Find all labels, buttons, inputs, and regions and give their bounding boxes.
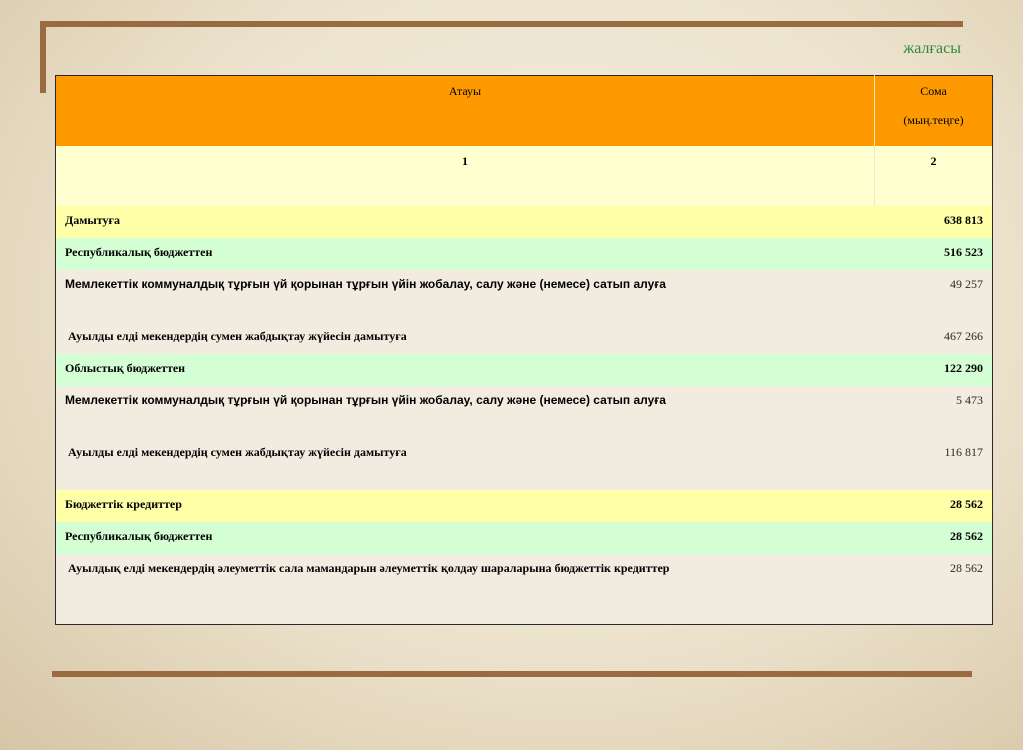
column-number-1: 1 [56, 146, 875, 206]
row-name: Облыстық бюджеттен [56, 354, 875, 386]
row-name: Республикалық бюджеттен [56, 522, 875, 554]
table-row [56, 554, 993, 625]
row-name [56, 554, 875, 625]
table-row [56, 438, 993, 490]
continued-label: жалғасы [903, 40, 961, 57]
column-number-row [56, 146, 993, 206]
row-value: 49 257 [875, 270, 993, 322]
frame-bottom-bar [52, 671, 972, 677]
table-row [56, 322, 993, 354]
frame-top-bar [40, 21, 963, 27]
row-name-text: Ауылды елді мекендердің сумен жабдықтау жүйесін дамытуға [68, 329, 407, 343]
budget-table [55, 75, 993, 625]
row-name: Дамытуға [56, 206, 875, 238]
row-name-text: Ауылдық елді мекендердің әлеуметтік сала мамандарын әлеуметтік қолдау шараларына бюджеттік кредиттер [68, 561, 670, 575]
row-value: 122 290 [875, 354, 993, 386]
row-name: Республикалық бюджеттен [56, 238, 875, 270]
row-value: 116 817 [875, 438, 993, 490]
header-amount [875, 76, 993, 147]
row-name: Мемлекеттік коммуналдық тұрғын үй қорынан тұрғын үйін жобалау, салу және (немесе) сатып алуға [56, 270, 875, 322]
header-name: Атауы [56, 76, 875, 147]
row-name [56, 322, 875, 354]
table-row [56, 386, 993, 438]
column-number-2: 2 [875, 146, 993, 206]
row-name: Мемлекеттік коммуналдық тұрғын үй қорынан тұрғын үйін жобалау, салу және (немесе) сатып алуға [56, 386, 875, 438]
table-row [56, 270, 993, 322]
row-name [56, 438, 875, 490]
row-value: 516 523 [875, 238, 993, 270]
frame-left-bar [40, 21, 46, 93]
row-value: 467 266 [875, 322, 993, 354]
row-value: 28 562 [875, 490, 993, 522]
row-value: 638 813 [875, 206, 993, 238]
row-value: 5 473 [875, 386, 993, 438]
row-value: 28 562 [875, 522, 993, 554]
table-row [56, 354, 993, 386]
table-row [56, 490, 993, 522]
table-row [56, 522, 993, 554]
row-name-text: Ауылды елді мекендердің сумен жабдықтау жүйесін дамытуға [68, 445, 407, 459]
row-value: 28 562 [875, 554, 993, 625]
table-header-row [56, 76, 993, 147]
row-name: Бюджеттік кредиттер [56, 490, 875, 522]
header-amount-unit: (мың.теңге) [903, 113, 964, 127]
table-row [56, 206, 993, 238]
header-amount-label: Сома [920, 84, 947, 98]
table-row [56, 238, 993, 270]
